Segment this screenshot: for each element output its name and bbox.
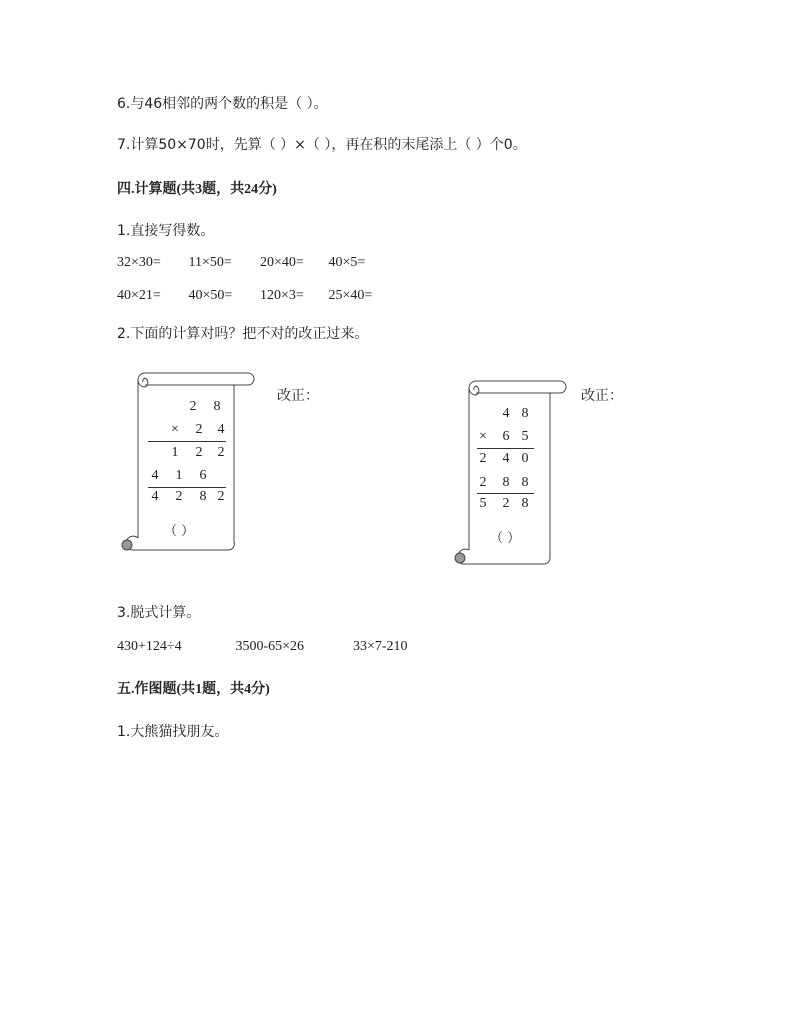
section-5-heading: 五.作图题(共1题，共4分)	[117, 682, 270, 697]
scroll-card-left	[118, 370, 258, 556]
digit: 1	[175, 468, 183, 483]
underline	[477, 448, 534, 449]
digit: 8	[502, 475, 510, 490]
expression: 32×30=	[117, 255, 161, 270]
mental-math-row-2	[117, 288, 372, 304]
expression: 40×5=	[328, 255, 366, 270]
digit: 4	[217, 422, 225, 437]
expression: 11×50=	[188, 255, 232, 270]
digit: 8	[521, 496, 529, 511]
section-5-question-1: 1.大熊猫找朋友。	[117, 724, 229, 740]
digit: 5	[521, 429, 529, 444]
digit: 2	[479, 451, 487, 466]
scroll-card-right	[452, 378, 572, 566]
underline	[148, 487, 226, 488]
digit: 4	[151, 468, 159, 483]
expression: 120×3=	[260, 288, 304, 303]
section-4-question-3: 3.脱式计算。	[117, 605, 201, 621]
digit: 4	[502, 406, 510, 421]
digit: 1	[171, 445, 179, 460]
section-4-heading: 四.计算题(共3题，共24分)	[117, 182, 277, 197]
digit: 4	[151, 489, 159, 504]
answer-parentheses: （ ）	[164, 524, 195, 539]
digit: 5	[479, 496, 487, 511]
underline	[477, 493, 534, 494]
digit: 2	[502, 496, 510, 511]
digit: 8	[521, 406, 529, 421]
digit: ×	[171, 422, 179, 437]
digit: 6	[199, 468, 207, 483]
expression: 3500-65×26	[235, 639, 305, 654]
underline	[148, 441, 226, 442]
digit: ×	[479, 429, 487, 444]
expression: 33×7-210	[353, 639, 408, 654]
section-4-question-2: 2.下面的计算对吗？把不对的改正过来。	[117, 326, 369, 342]
expression: 40×21=	[117, 288, 161, 303]
mental-math-row-1	[117, 255, 365, 271]
digit: 2	[189, 399, 197, 414]
answer-parentheses: （ ）	[490, 531, 521, 546]
long-calc-row	[117, 639, 408, 655]
digit: 0	[521, 451, 529, 466]
expression: 20×40=	[260, 255, 304, 270]
correction-label-right: 改正：	[581, 388, 623, 404]
digit: 8	[521, 475, 529, 490]
digit: 2	[195, 445, 203, 460]
digit: 2	[217, 489, 225, 504]
section-4-question-1: 1.直接写得数。	[117, 223, 215, 239]
expression: 430+124÷4	[117, 639, 182, 654]
digit: 8	[213, 399, 221, 414]
correction-label-left: 改正：	[277, 388, 319, 404]
digit: 8	[199, 489, 207, 504]
digit: 2	[217, 445, 225, 460]
digit: 2	[175, 489, 183, 504]
digit: 4	[502, 451, 510, 466]
digit: 6	[502, 429, 510, 444]
question-7: 7.计算50×70时，先算（ ）×（ ），再在积的末尾添上（ ）个0。	[117, 137, 527, 153]
expression: 40×50=	[188, 288, 233, 303]
digit: 2	[479, 475, 487, 490]
digit: 2	[195, 422, 203, 437]
question-6: 6.与46相邻的两个数的积是（ ）。	[117, 96, 328, 112]
expression: 25×40=	[328, 288, 373, 303]
